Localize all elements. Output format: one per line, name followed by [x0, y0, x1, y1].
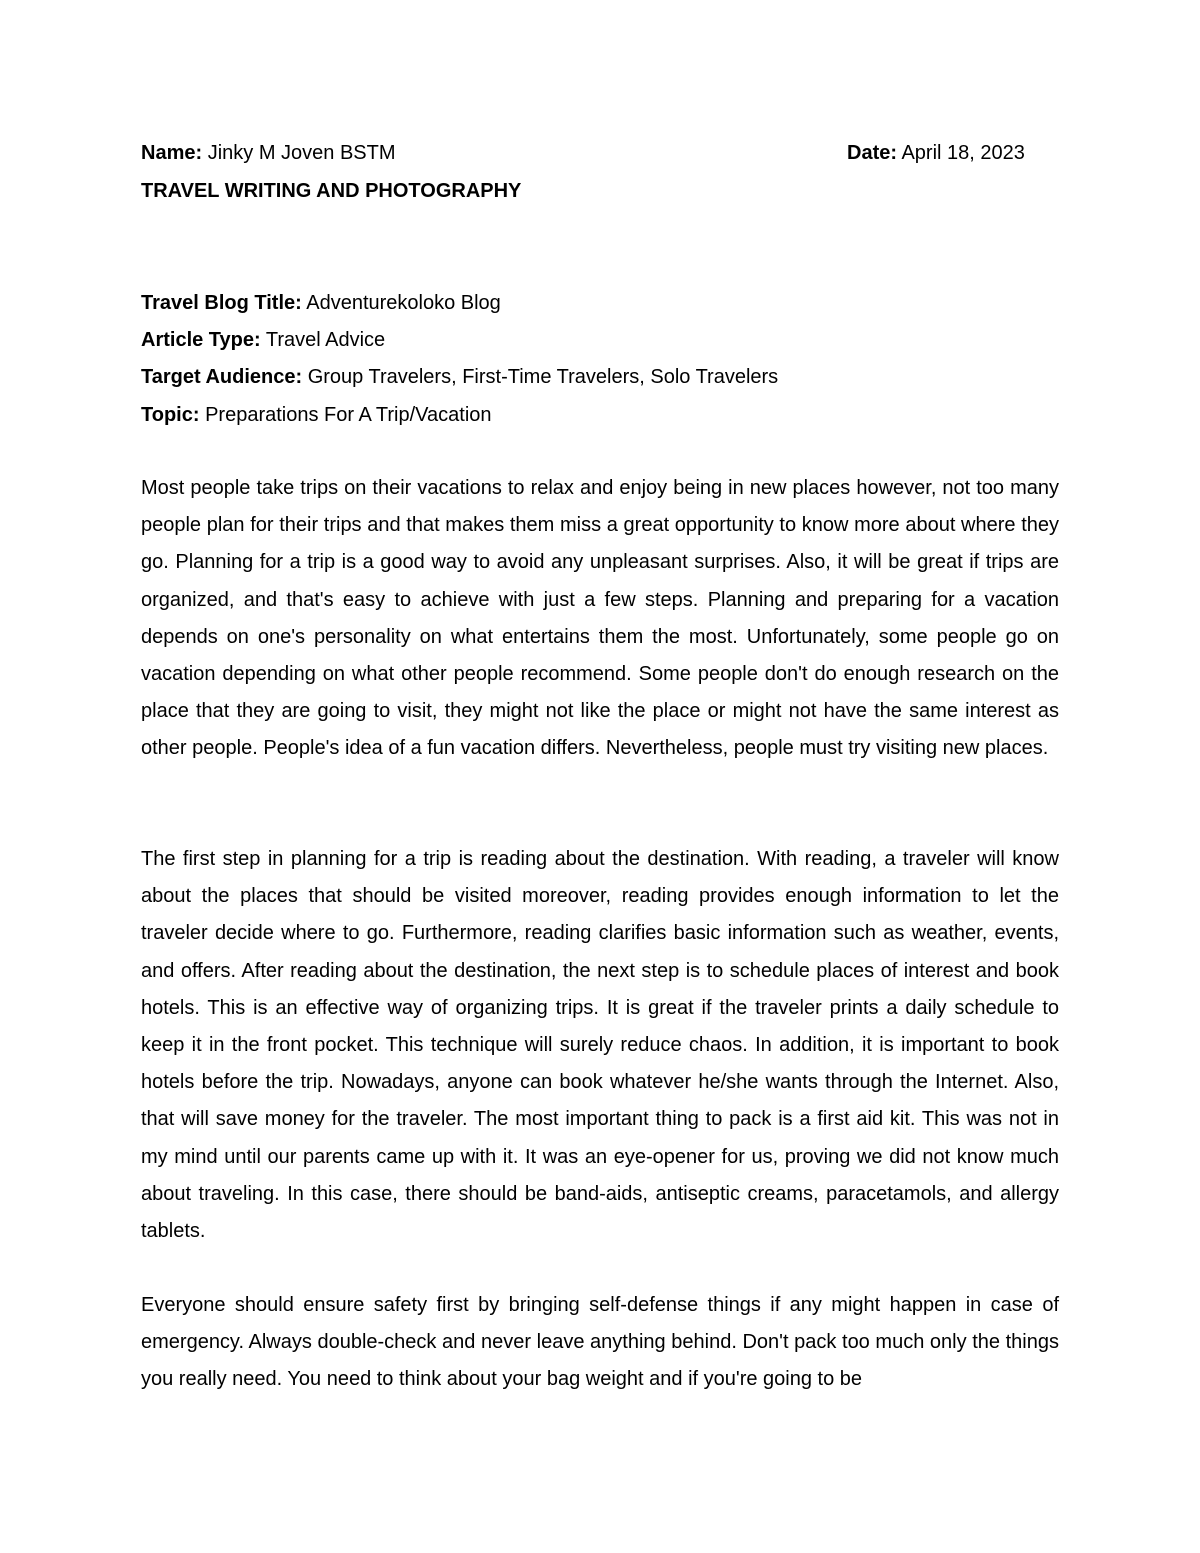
paragraph-planning-steps: The first step in planning for a trip is reading about the destination. With reading, a traveler will know about the places that should be visited moreover, reading provides enough information to let the traveler decide where to go. Furthermore, reading clarifies basic information such as weather, events, and offers. After reading about the destination, the next step is to schedule places of interest and book hotels. This is an effective way of organizing trips. It is great if the traveler prints a daily schedule to keep it in the front pocket. This technique will surely reduce chaos. In addition, it is important to book hotels before the trip. Nowadays, anyone can book whatever he/she wants through the Internet. Also, that will save money for the traveler. The most important thing to pack is a first aid kit. This was not in my mind until our parents came up with it. It was an eye-opener for us, proving we did not know much about traveling. In this case, there should be band-aids, antiseptic creams, paracetamols, and allergy tablets.	[141, 848, 1059, 1243]
document-title: TRAVEL WRITING AND PHOTOGRAPHY	[141, 180, 522, 202]
topic-value: Preparations For A Trip/Vacation	[199, 404, 492, 426]
target-audience-line	[141, 365, 778, 389]
document-date	[847, 141, 1025, 165]
target-audience-label: Target Audience:	[141, 366, 303, 388]
blog-title-line	[141, 291, 501, 315]
date-label: Date:	[847, 142, 898, 164]
author-name	[141, 141, 396, 165]
paragraph-intro: Most people take trips on their vacations to relax and enjoy being in new places however, not too many people plan for their trips and that makes them miss a great opportunity to know more about where they go. Planning for a trip is a good way to avoid any unpleasant surprises. Also, it will be great if trips are organized, and that's easy to achieve with just a few steps. Planning and preparing for a vacation depends on one's personality on what entertains them the most. Unfortunately, some people go on vacation depending on what other people recommend. Some people don't do enough research on the place that they are going to visit, they might not like the place or might not have the same interest as other people. People's idea of a fun vacation differs. Nevertheless, people must try visiting new places.	[141, 477, 1059, 760]
topic-label: Topic:	[141, 404, 200, 426]
blog-title-label: Travel Blog Title:	[141, 292, 302, 314]
topic-line	[141, 403, 492, 427]
blog-title-value: Adventurekoloko Blog	[301, 292, 501, 314]
date-value: April 18, 2023	[897, 142, 1025, 164]
name-value: Jinky M Joven BSTM	[202, 142, 396, 164]
target-audience-value: Group Travelers, First-Time Travelers, Solo Travelers	[302, 366, 779, 388]
article-type-value: Travel Advice	[260, 329, 386, 351]
article-type-label: Article Type:	[141, 329, 261, 351]
paragraph-safety: Everyone should ensure safety first by bringing self-defense things if any might happen in case of emergency. Always double-check and never leave anything behind. Don't pack too much only the things you really need. You need to think about your bag weight and if you're going to be	[141, 1294, 1059, 1391]
name-label: Name:	[141, 142, 203, 164]
article-type-line	[141, 328, 385, 352]
